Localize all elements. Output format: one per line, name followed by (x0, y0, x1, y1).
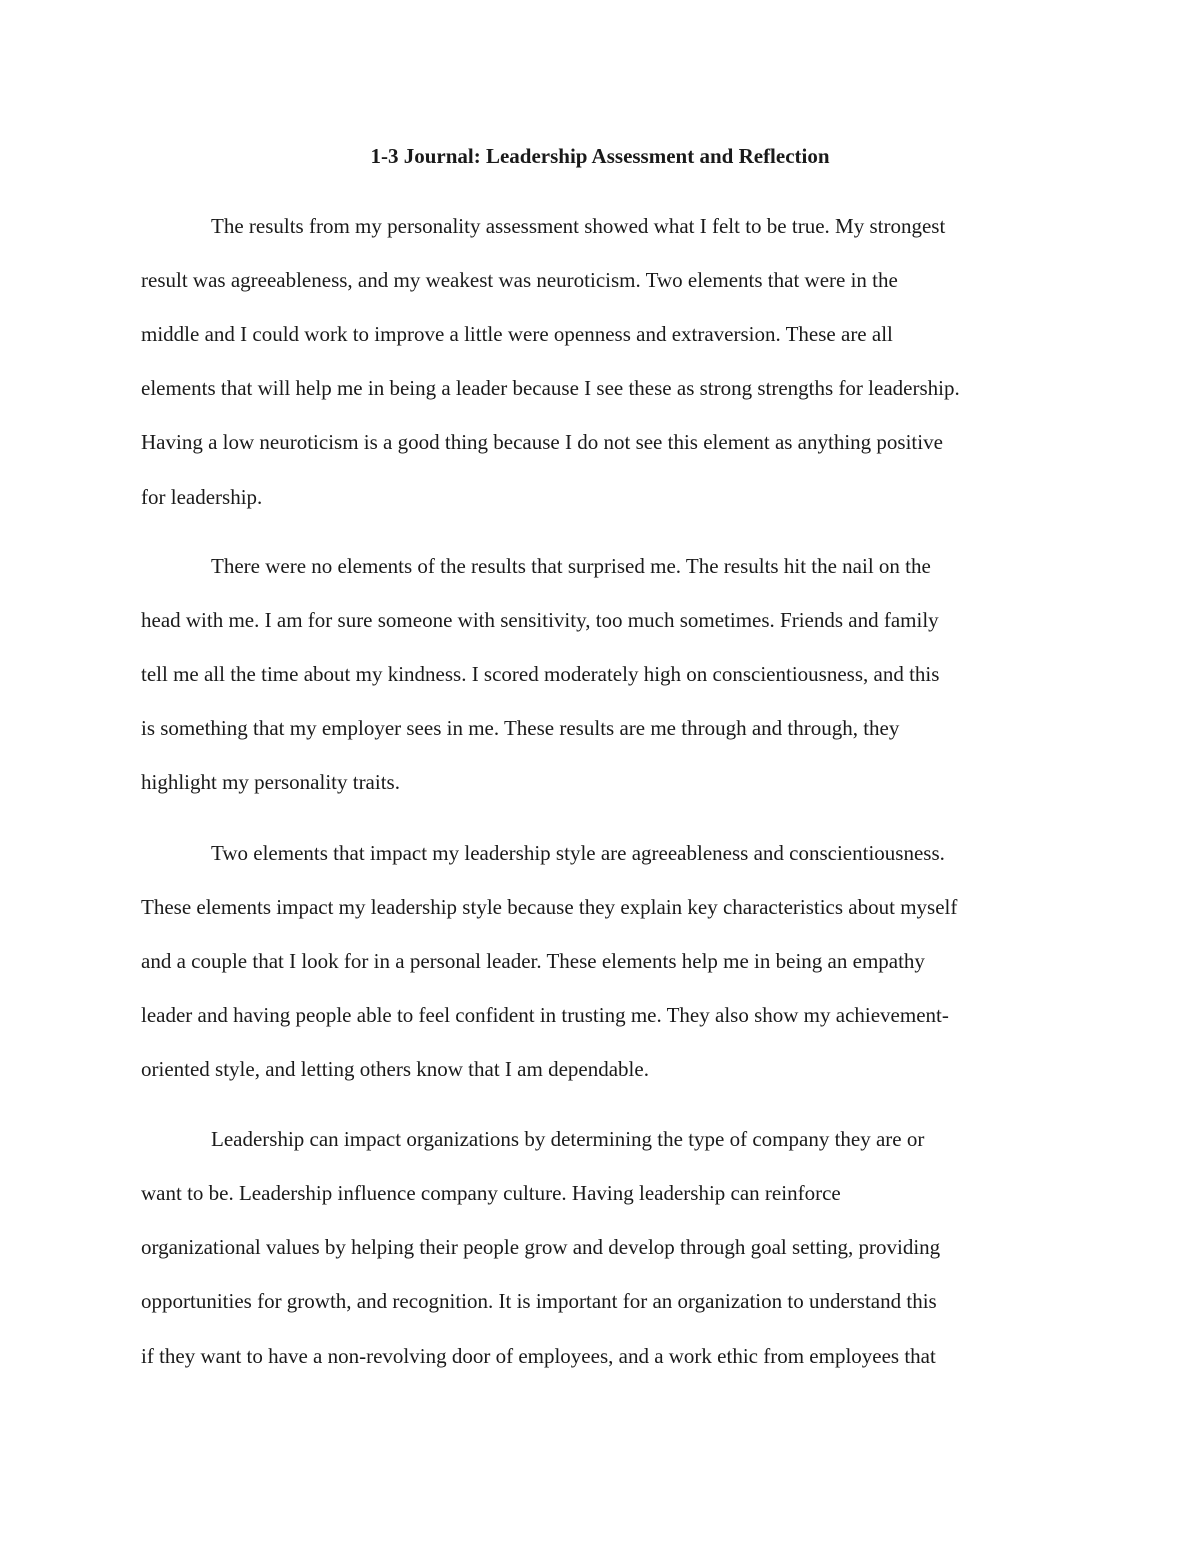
paragraph-line: Having a low neuroticism is a good thing because I do not see this element as anything positive (141, 430, 943, 454)
paragraph-line: want to be. Leadership influence company culture. Having leadership can reinforce (141, 1181, 841, 1205)
paragraph-line: There were no elements of the results that surprised me. The results hit the nail on the (211, 554, 931, 578)
paragraph-line: is something that my employer sees in me. These results are me through and through, they (141, 716, 900, 740)
paragraph-line: for leadership. (141, 485, 263, 509)
paragraph-line: if they want to have a non-revolving door of employees, and a work ethic from employees that (141, 1344, 936, 1368)
paragraph-line: head with me. I am for sure someone with sensitivity, too much sometimes. Friends and family (141, 608, 939, 632)
paragraph-line: highlight my personality traits. (141, 770, 400, 794)
paragraph-line: These elements impact my leadership style because they explain key characteristics about myself (141, 895, 958, 919)
paragraph-line: Two elements that impact my leadership style are agreeableness and conscientiousness. (211, 841, 945, 865)
paragraph-line: The results from my personality assessment showed what I felt to be true. My strongest (211, 214, 946, 238)
paragraph-line: leader and having people able to feel confident in trusting me. They also show my achievement- (141, 1003, 949, 1027)
paragraph-line: organizational values by helping their people grow and develop through goal setting, providing (141, 1235, 941, 1259)
document-title: 1-3 Journal: Leadership Assessment and Reflection (370, 144, 830, 168)
paragraph-line: Leadership can impact organizations by determining the type of company they are or (211, 1127, 925, 1151)
paragraph-line: elements that will help me in being a leader because I see these as strong strengths for leadership. (141, 376, 960, 400)
paragraph-line: oriented style, and letting others know that I am dependable. (141, 1057, 649, 1081)
paragraph-line: result was agreeableness, and my weakest was neuroticism. Two elements that were in the (141, 268, 898, 292)
paragraph-line: opportunities for growth, and recognition. It is important for an organization to understand this (141, 1289, 937, 1313)
paragraph-line: tell me all the time about my kindness. I scored moderately high on conscientiousness, and this (141, 662, 940, 686)
paragraph-line: middle and I could work to improve a little were openness and extraversion. These are all (141, 322, 893, 346)
paragraph-line: and a couple that I look for in a personal leader. These elements help me in being an empathy (141, 949, 925, 973)
